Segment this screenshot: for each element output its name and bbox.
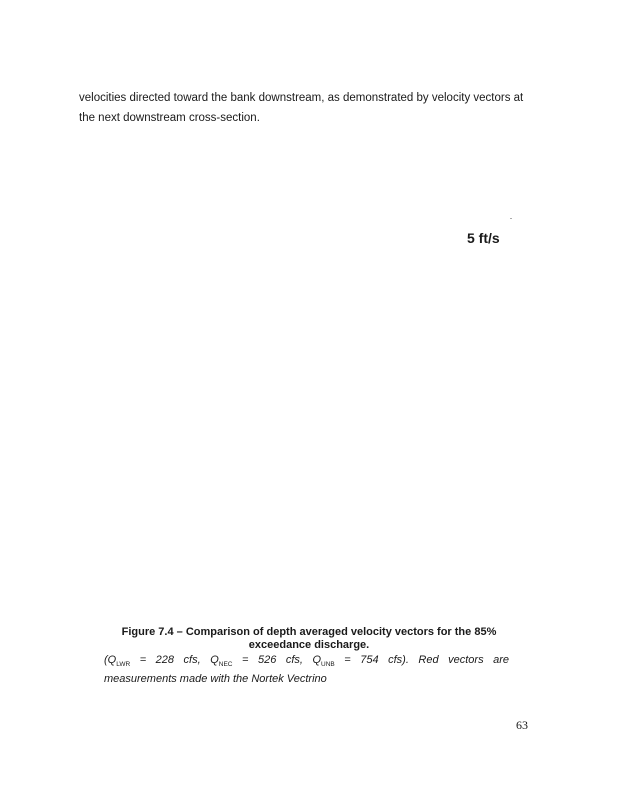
caption-q-lwr-sub: LWR (116, 661, 131, 669)
caption-desc-line-1 (104, 653, 509, 672)
scale-label: 5 ft/s (467, 230, 500, 246)
page-number: 63 (516, 718, 528, 732)
body-line-2: the next downstream cross-section. (79, 112, 260, 124)
figure-caption-description (104, 653, 509, 687)
caption-desc-line-2: measurements made with the Nortek Vectrino (104, 673, 327, 686)
figure-caption-title: Figure 7.4 – Comparison of depth averaged velocity vectors for the 85% exceedance discharge. (121, 626, 497, 651)
caption-q-nec-sub: NEC (218, 661, 233, 669)
caption-q-prefix: (Q (104, 654, 117, 666)
body-line-1: velocities directed toward the bank downstream, as demonstrated by velocity vectors at (79, 92, 524, 104)
caption-q-nec-value: = 526 cfs, Q (232, 654, 322, 666)
caption-q-unb-sub: UNB (321, 661, 335, 669)
caption-q-lwr-value: = 228 cfs, Q (130, 654, 219, 666)
scale-tick: - (510, 216, 512, 222)
caption-q-unb-value: = 754 cfs). Red vectors are (334, 654, 509, 666)
figure-area (79, 250, 539, 615)
body-paragraph (79, 88, 549, 128)
